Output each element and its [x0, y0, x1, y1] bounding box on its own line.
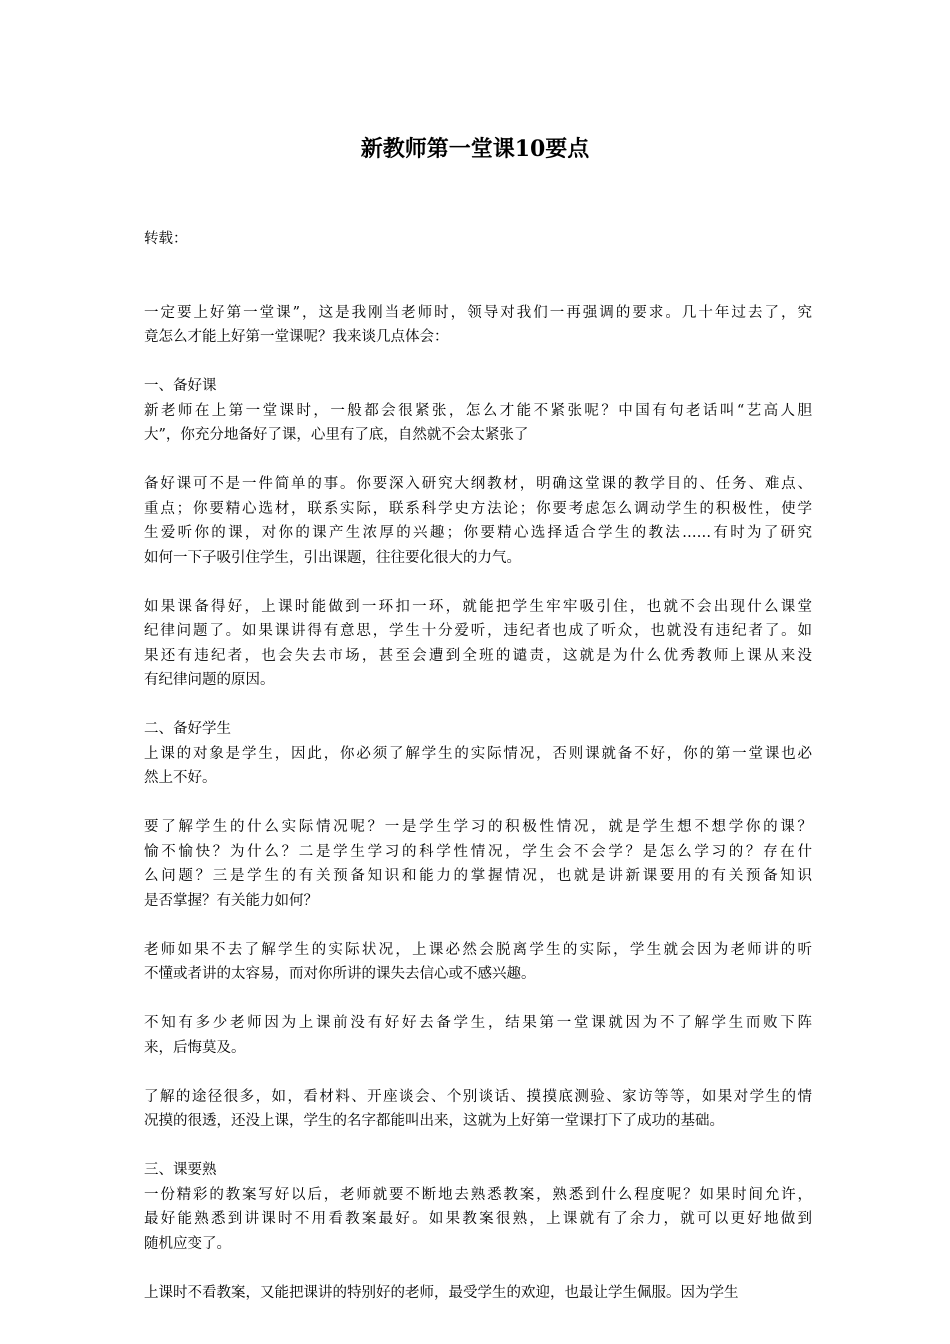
text-line: 然上不好。 [144, 770, 217, 786]
text-line: 要了解学生的什么实际情况呢？一是学生学习的积极性情况，就是学生想不想学你的课？ [144, 819, 812, 835]
text-line: 最好能熟悉到讲课时不用看教案最好。如果教案很熟，上课就有了余力，就可以更好地做到 [144, 1211, 812, 1227]
section-heading: 一、备好课 [144, 378, 217, 394]
text-line: 如果课备得好，上课时能做到一环扣一环，就能把学生牢牢吸引住，也就不会出现什么课堂 [144, 598, 812, 615]
section-paragraph [144, 1158, 812, 1256]
text-line: 大”，你充分地备好了课，心里有了底，自然就不会太紧张了 [144, 427, 529, 443]
text-line: 上课的对象是学生，因此，你必须了解学生的实际情况，否则课就备不好，你的第一堂课也必 [144, 745, 812, 762]
text-line: 新老师在上第一堂课时，一般都会很紧张，怎么才能不紧张呢？中国有句老话叫“艺高人胆 [144, 402, 812, 419]
text-line: 一定要上好第一堂课”，这是我刚当老师时，领导对我们一再强调的要求。几十年过去了，究 [144, 304, 812, 321]
text-line: 不知有多少老师因为上课前没有好好去备学生，结果第一堂课就因为不了解学生而败下阵 [144, 1015, 812, 1031]
body-paragraph [144, 1011, 812, 1060]
text-line: 随机应变了。 [144, 1235, 231, 1252]
text-line: 么问题？三是学生的有关预备知识和能力的掌握情况，也就是讲新课要用的有关预备知识 [144, 868, 812, 884]
text-line: 是否掌握？有关能力如何？ [144, 892, 318, 909]
body-paragraph [144, 301, 812, 350]
text-line: 竟怎么才能上好第一堂课呢？我来谈几点体会： [144, 329, 449, 345]
body-paragraph [144, 595, 812, 693]
document-body [144, 178, 812, 1305]
text-line: 不懂或者讲的太容易，而对你所讲的课失去信心或不感兴趣。 [144, 966, 536, 982]
text-line: 愉不愉快？为什么？二是学生学习的科学性情况，学生会不会学？是怎么学习的？存在什 [144, 843, 812, 860]
section-paragraph [144, 374, 812, 448]
section-heading: 二、备好学生 [144, 721, 231, 737]
content-blocks [144, 301, 812, 1306]
text-line: 有纪律问题的原因。 [144, 672, 275, 688]
text-line: 来，后悔莫及。 [144, 1039, 246, 1056]
document-title: 新教师第一堂课10要点 [360, 136, 590, 162]
body-paragraph [144, 815, 812, 913]
body-paragraph [144, 1085, 812, 1134]
text-line: 老师如果不去了解学生的实际状况，上课必然会脱离学生的实际，学生就会因为老师讲的听 [144, 941, 812, 958]
section-heading: 三、课要熟 [144, 1162, 217, 1178]
text-line: 上课时不看教案，又能把课讲的特别好的老师，最受学生的欢迎，也最让学生佩服。因为学生 [144, 1284, 739, 1301]
text-line: 如何一下子吸引住学生，引出课题，往往要化很大的力气。 [144, 549, 521, 566]
text-line: 一份精彩的教案写好以后，老师就要不断地去熟悉教案，熟悉到什么程度呢？如果时间允许， [144, 1186, 812, 1203]
section-paragraph [144, 717, 812, 791]
text-line: 备好课可不是一件简单的事。你要深入研究大纲教材，明确这堂课的教学目的、任务、难点、 [144, 476, 812, 492]
text-line: 纪律问题了。如果课讲得有意思，学生十分爱听，违纪者也成了听众，也就没有违纪者了。如 [144, 623, 812, 639]
body-paragraph [144, 938, 812, 987]
intro-label: 转载： [144, 231, 188, 247]
text-line: 重点；你要精心选材，联系实际，联系科学史方法论；你要考虑怎么调动学生的积极性，使学 [144, 500, 812, 517]
text-line: 况摸的很透，还没上课，学生的名字都能叫出来，这就为上好第一堂课打下了成功的基础。 [144, 1113, 724, 1129]
body-paragraph [144, 472, 812, 570]
text-line: 了解的途径很多，如，看材料、开座谈会、个别谈话、摸摸底测验、家访等等，如果对学生的情 [144, 1088, 812, 1105]
intro-label-paragraph [144, 178, 812, 301]
text-line: 果还有违纪者，也会失去市场，甚至会遭到全班的谴责，这就是为什么优秀教师上课从来没 [144, 647, 812, 664]
text-line: 生爱听你的课，对你的课产生浓厚的兴趣；你要精心选择适合学生的教法……有时为了研究 [144, 525, 812, 541]
body-paragraph [144, 1281, 812, 1306]
